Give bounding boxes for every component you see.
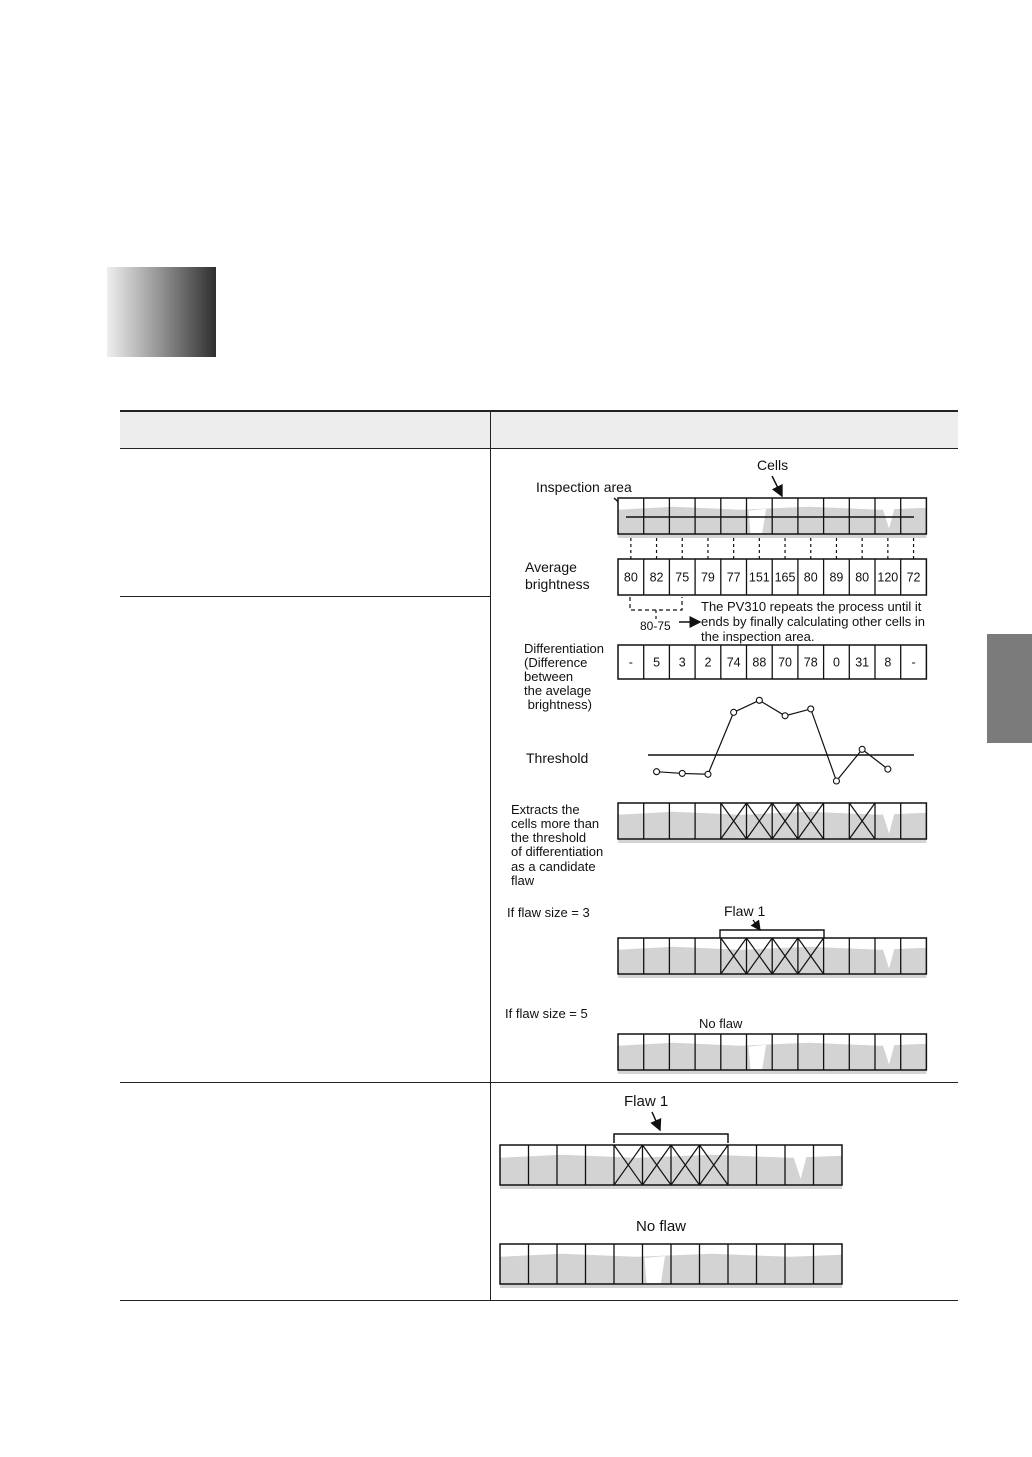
repeat-note-line2: ends by finally calculating other cells in: [701, 614, 926, 629]
flaw-size-3-label: If flaw size = 3: [507, 905, 590, 920]
average-brightness-label-line2: brightness: [525, 576, 590, 592]
average-brightness-label-line1: Average: [525, 559, 577, 575]
plot-point: [885, 766, 891, 772]
differentiation-plot-line: [657, 700, 888, 781]
difference-bracket: [630, 597, 682, 610]
differentiation-row: [618, 645, 926, 679]
threshold-label: Threshold: [526, 750, 589, 766]
differentiation-label-line2: (Difference: [524, 655, 588, 670]
value-cell: 3: [678, 655, 686, 670]
result-no-flaw-strip: [500, 1244, 842, 1288]
flaw-1-arrow-bottom: [652, 1112, 660, 1130]
average-brightness-row: [618, 559, 926, 595]
value-cell: 72: [906, 570, 921, 585]
repeat-note-line1: The PV310 repeats the process until it: [701, 599, 922, 614]
extract-label-line5: as a candidate: [511, 859, 596, 874]
value-cell: 79: [700, 570, 715, 585]
flaw-size-5-label: If flaw size = 5: [505, 1006, 588, 1021]
inspection-area-label: Inspection area: [536, 479, 632, 495]
value-cell: 8: [884, 655, 892, 670]
flaw-1-label: Flaw 1: [724, 903, 766, 919]
extract-label-line1: Extracts the: [511, 802, 580, 817]
plot-point: [859, 746, 865, 752]
flaw-1-label-bottom: Flaw 1: [624, 1093, 669, 1110]
plot-point: [756, 697, 762, 703]
plot-point: [705, 771, 711, 777]
differentiation-label-line5: brightness): [524, 697, 592, 712]
extract-label-line4: of differentiation: [511, 844, 604, 859]
value-cell: 78: [803, 655, 818, 670]
inspection-cell-strip: [618, 498, 926, 538]
repeat-note-line3: the inspection area.: [701, 629, 815, 644]
value-cell: 151: [748, 570, 770, 585]
value-cell: 88: [752, 655, 767, 670]
plot-point: [782, 713, 788, 719]
value-cell: 165: [774, 570, 796, 585]
candidate-flaw-strip: [618, 803, 926, 843]
flaw-size-5-strip: [618, 1034, 926, 1074]
value-cell: -: [628, 655, 633, 670]
value-cell: 31: [855, 655, 870, 670]
value-cell: 89: [829, 570, 844, 585]
extract-label-line3: the threshold: [511, 830, 587, 845]
cells-arrow: [772, 476, 782, 496]
value-cell: 70: [778, 655, 793, 670]
extract-label-line2: cells more than: [511, 816, 600, 831]
differentiation-plot-points: [654, 697, 891, 784]
value-cell: 80: [623, 570, 638, 585]
value-cell: 75: [675, 570, 690, 585]
plot-point: [654, 769, 660, 775]
flaw-1-bracket-bottom: [614, 1134, 728, 1143]
difference-example: 80-75: [640, 619, 671, 633]
plot-point: [731, 709, 737, 715]
no-flaw-label-bottom: No flaw: [636, 1218, 687, 1235]
value-cell: 77: [726, 570, 741, 585]
value-cell: 82: [649, 570, 664, 585]
plot-point: [808, 706, 814, 712]
flaw-1-bracket: [720, 930, 824, 938]
result-flaw-strip: [500, 1145, 842, 1189]
value-cell: 0: [832, 655, 840, 670]
plot-point: [679, 770, 685, 776]
differentiation-label-line1: Differentiation: [524, 641, 604, 656]
value-cell: 2: [704, 655, 712, 670]
cell-dashed-connectors: [631, 538, 914, 559]
flaw-1-arrow: [753, 920, 760, 930]
value-cell: 5: [653, 655, 661, 670]
value-cell: 80: [803, 570, 818, 585]
value-cell: 74: [726, 655, 741, 670]
extract-label-line6: flaw: [511, 873, 535, 888]
differentiation-label-line3: between: [524, 669, 574, 684]
value-cell: 120: [877, 570, 899, 585]
flaw-size-3-strip: [618, 938, 926, 978]
value-cell: 80: [855, 570, 870, 585]
cells-label: Cells: [757, 457, 789, 473]
plot-point: [833, 778, 839, 784]
value-cell: -: [911, 655, 916, 670]
no-flaw-label: No flaw: [699, 1016, 743, 1031]
differentiation-label-line4: the avelage: [524, 683, 592, 698]
